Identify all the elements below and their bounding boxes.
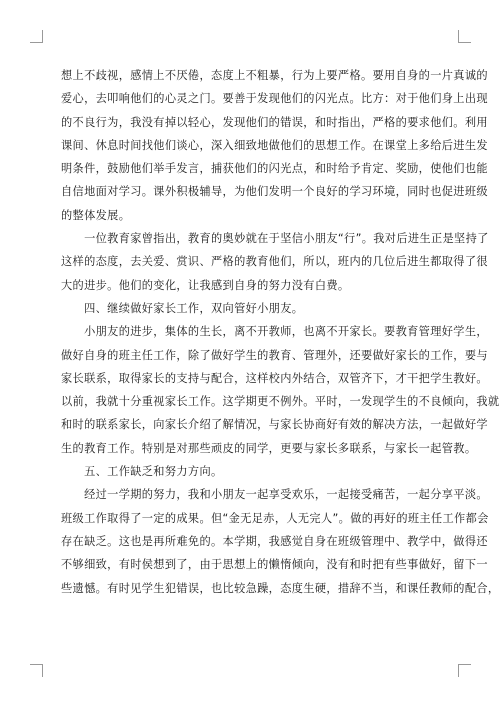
crop-mark-bottom-left [30,664,43,677]
crop-mark-top-right [458,30,471,43]
text-line: 以前，我就十分重视家长工作。这学期更不例外。平时，一发现学生的不良倾向，我就 [61,395,500,409]
text-line: 明条件，鼓励他们举手发言，捕获他们的闪光点，和时给予肯定、奖励，使他们也能 [61,162,488,176]
text-line: 生的教育工作。特别是对那些顽皮的同学，更要与家长多联系，与家长一起管教。 [61,441,477,455]
text-line: 家长联系，取得家长的支持与配合，这样校内外结合，双管齐下，才干把学生教好。 [61,371,488,385]
crop-mark-bottom-right [458,664,471,677]
document-body [61,64,500,600]
section-heading: 四、继续做好家长工作，双向管好小朋友。 [61,301,304,315]
text-line: 这样的态度，去关爱、赏识、严格的教育他们，所以，班内的几位后进生都取得了很 [61,255,488,269]
section-heading: 五、工作缺乏和努力方向。 [61,465,223,479]
text-line: 的不良行为，我没有掉以轻心，发现他们的错误，和时指出，严格的要求他们。利用 [61,115,488,129]
text-line: 的整体发展。 [61,208,131,222]
text-line: 和时的联系家长，向家长介绍了解情况，与家长协商好有效的解决方法，一起做好学 [61,418,488,432]
text-line: 自信地面对学习。课外积极辅导，为他们发明一个良好的学习环境，同时也促进班级 [61,185,488,199]
text-line: 存在缺乏。这也是再所难免的。本学期，我感觉自身在班级管理中、教学中，做得还 [61,534,488,548]
crop-mark-top-left [30,30,43,43]
text-line: 大的进步。他们的变化，让我感到自身的努力没有白费。 [61,278,350,292]
text-line: 小朋友的进步，集体的生长，离不开教师，也离不开家长。要教育管理好学生， [61,325,488,339]
text-line: 不够细致，有时侯想到了，由于思想上的懒惰倾向，没有和时把有些事做好，留下一 [61,558,488,572]
text-line: 经过一学期的努力，我和小朋友一起享受欢乐，一起接受痛苦，一起分享平淡。 [61,488,488,502]
text-line: 班级工作取得了一定的成果。但“金无足赤，人无完人”。做的再好的班主任工作都会 [61,511,489,525]
text-line: 些遗憾。有时见学生犯错误，也比较急躁，态度生硬，措辞不当，和课任教师的配合， [61,581,500,595]
text-line: 做好自身的班主任工作，除了做好学生的教育、管理外，还要做好家长的工作，要与 [61,348,488,362]
text-line: 课间、休息时间找他们谈心，深入细致地做他们的思想工作。在课堂上多给后进生发 [61,138,488,152]
text-line: 一位教育家曾指出，教育的奥妙就在于坚信小朋友“行”。我对后进生正是坚持了 [61,232,489,246]
text-line: 爱心，去叩响他们的心灵之门。要善于发现他们的闪光点。比方：对于他们身上出现 [61,92,488,106]
text-line: 想上不歧视，感情上不厌倦，态度上不粗暴，行为上要严格。要用自身的一片真诚的 [61,69,488,82]
